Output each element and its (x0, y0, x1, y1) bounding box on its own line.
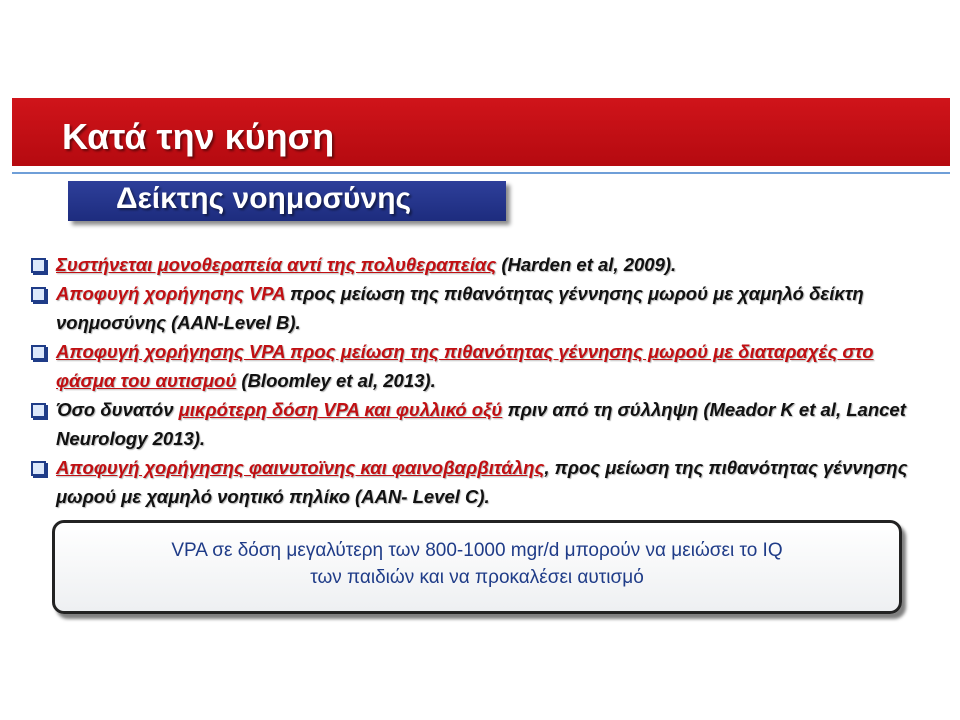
bullet-item-2 (30, 279, 930, 337)
bullet-1-citation: (Harden et al, 2009). (496, 254, 677, 275)
bullet-item-4 (30, 395, 930, 453)
checkbox-bullet-icon (31, 461, 46, 476)
bullet-list (30, 250, 930, 511)
bullet-3-citation: (Bloomley et al, 2013). (236, 370, 436, 391)
bullet-3-emphasis: Αποφυγή χορήγησης VPA προς μείωση της πιθανότητας γέννησης μωρού με διαταραχές στο φάσμα του αυτισμού (56, 341, 874, 391)
note-line-1: VPA σε δόση μεγαλύτερη των 800-1000 mgr/d μπορούν να μειώσει το IQ (171, 540, 783, 561)
title-bar (12, 98, 950, 166)
bullet-5-text: , προς μείωση της πιθανότητας γέννησης μωρού με χαμηλό νοητικό πηλίκο (AAN- Level C). (56, 457, 908, 507)
bullet-4-lead: Όσο δυνατόν (56, 399, 179, 420)
bullet-4-emphasis: μικρότερη δόση VPA και φυλλικό οξύ (178, 399, 503, 420)
checkbox-bullet-icon (31, 287, 46, 302)
bullet-2-emphasis: Αποφυγή χορήγησης VPA (56, 283, 285, 304)
slide-title: Κατά την κύηση (62, 116, 335, 157)
subtitle-box (68, 181, 506, 221)
title-divider (12, 172, 950, 174)
checkbox-bullet-icon (31, 345, 46, 360)
bullet-item-3 (30, 337, 930, 395)
bullet-4-text: πριν από τη σύλληψη (Meador K et al, Lancet Neurology 2013). (56, 399, 906, 449)
checkbox-bullet-icon (31, 403, 46, 418)
bullet-2-text: προς μείωση της πιθανότητας γέννησης μωρού με χαμηλό δείκτη νοημοσύνης (AAN-Level B). (56, 283, 864, 333)
bullet-5-emphasis: Αποφυγή χορήγησης φαινυτοϊνης και φαινοβαρβιτάλης (56, 457, 545, 478)
bullet-1-emphasis: Συστήνεται μονοθεραπεία αντί της πολυθεραπείας (56, 254, 497, 275)
note-line-2: των παιδιών και να προκαλέσει αυτισμό (310, 567, 644, 588)
key-note-box (52, 520, 902, 614)
checkbox-bullet-icon (31, 258, 46, 273)
bullet-item-1 (30, 250, 930, 279)
bullet-item-5 (30, 453, 930, 511)
slide-subtitle: Δείκτης νοημοσύνης (116, 182, 412, 215)
